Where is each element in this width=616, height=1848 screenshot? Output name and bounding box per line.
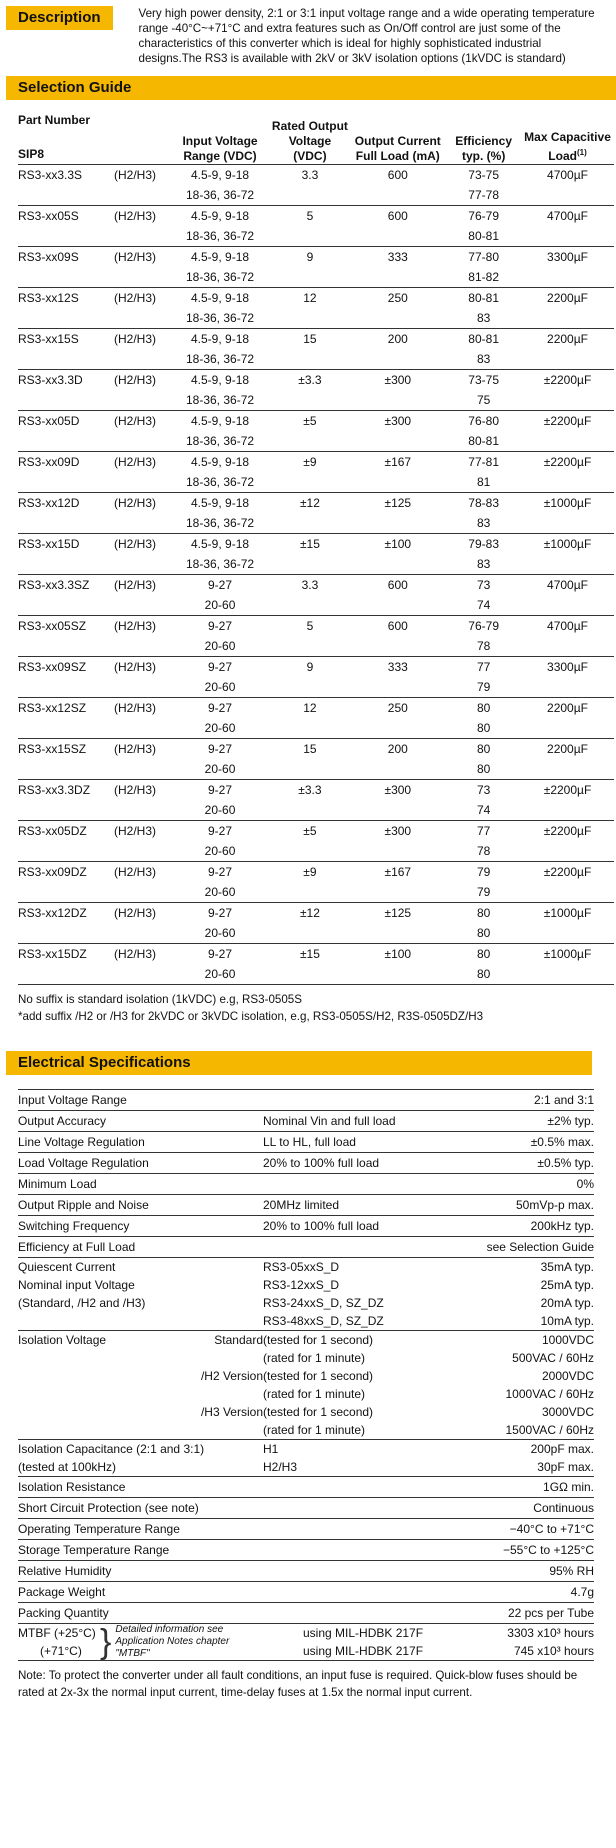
part-option: (H2/H3) — [114, 455, 157, 469]
rated-output-voltage: ±5 — [303, 824, 317, 838]
spec-name: Packing Quantity — [18, 1606, 109, 1620]
max-capacitive-load: 4700µF — [547, 209, 588, 223]
part-number: RS3-xx12S — [18, 291, 79, 305]
table-row — [18, 575, 614, 616]
efficiency-1: 80-81 — [468, 332, 499, 346]
max-capacitive-load: ±1000µF — [543, 537, 592, 551]
output-current: ±167 — [384, 865, 412, 879]
input-voltage-1: 4.5-9, 9-18 — [191, 291, 250, 305]
rated-output-voltage: 15 — [303, 742, 317, 756]
spec-value: ±0.5% typ. — [537, 1156, 594, 1170]
max-capacitive-load: 4700µF — [547, 619, 588, 633]
table-row — [18, 411, 614, 452]
max-capacitive-load: ±2200µF — [543, 455, 592, 469]
spec-row-isolation-voltage: Isolation Voltage Standard /H2 Version /H3 Version (tested for 1 second) (rated for 1 minute) (tested for 1 second) (rated for 1 minute) (tested for 1 second) (rated for 1 minute) 1000VDC 500VAC / 60Hz 2000VDC 1000VAC / 60Hz 3000VDC 1500VAC / 60Hz — [18, 1331, 594, 1440]
spec-condition — [263, 1519, 463, 1540]
efficiency-1: 76-79 — [468, 619, 499, 633]
max-capacitive-load: ±2200µF — [543, 783, 592, 797]
input-voltage-2: 20-60 — [204, 762, 236, 776]
output-current: ±300 — [384, 373, 412, 387]
rated-output-voltage: 3.3 — [301, 168, 319, 182]
part-number: RS3-xx15S — [18, 332, 79, 346]
part-number: RS3-xx05D — [18, 414, 80, 428]
input-voltage-1: 9-27 — [208, 701, 233, 715]
max-capacitive-load: 4700µF — [547, 578, 588, 592]
description-text: Very high power density, 2:1 or 3:1 input voltage range and a wide operating temperature range -40°C~+71°C and extra features such as On/Off control are just some of the characteristics of this converter which is ideal for highly sophisticated industrial designs.The RS3 is available with 2kV or 3kV isolation options (1kVDC is standard) — [138, 7, 595, 65]
table-row — [18, 329, 614, 370]
max-capacitive-load: 3300µF — [547, 250, 588, 264]
spec-value: 200kHz typ. — [530, 1219, 594, 1233]
spec-row — [18, 1582, 594, 1603]
max-capacitive-load: ±1000µF — [543, 906, 592, 920]
input-voltage-2: 18-36, 36-72 — [185, 557, 255, 571]
efficiency-1: 80 — [476, 701, 491, 715]
part-option: (H2/H3) — [114, 947, 157, 961]
rated-output-voltage: ±12 — [299, 906, 320, 920]
efficiency-1: 80 — [476, 906, 491, 920]
table-row — [18, 288, 614, 329]
efficiency-2: 81-82 — [468, 270, 499, 284]
spec-value: 4.7g — [570, 1585, 594, 1599]
input-voltage-2: 18-36, 36-72 — [185, 270, 255, 284]
max-capacitive-load: 2200µF — [547, 332, 588, 346]
part-option: (H2/H3) — [114, 373, 157, 387]
table-row — [18, 821, 614, 862]
part-option: (H2/H3) — [114, 414, 157, 428]
part-option: (H2/H3) — [114, 578, 157, 592]
table-row — [18, 862, 614, 903]
input-voltage-2: 20-60 — [204, 721, 236, 735]
output-current: ±167 — [384, 455, 412, 469]
part-number: RS3-xx15DZ — [18, 947, 87, 961]
input-voltage-1: 4.5-9, 9-18 — [191, 414, 250, 428]
spec-row — [18, 1237, 594, 1258]
efficiency-2: 79 — [476, 680, 491, 694]
efficiency-1: 77-81 — [468, 455, 499, 469]
part-number: RS3-xx3.3DZ — [18, 783, 91, 797]
max-capacitive-load: 2200µF — [547, 291, 588, 305]
part-number: RS3-xx09D — [18, 455, 80, 469]
spec-name: Relative Humidity — [18, 1564, 112, 1578]
efficiency-2: 83 — [476, 311, 491, 325]
input-voltage-2: 18-36, 36-72 — [185, 434, 255, 448]
spec-name: Storage Temperature Range — [18, 1543, 170, 1557]
rated-output-voltage: ±3.3 — [298, 373, 322, 387]
max-capacitive-load: ±2200µF — [543, 824, 592, 838]
part-option: (H2/H3) — [114, 209, 157, 223]
efficiency-2: 78 — [476, 639, 491, 653]
efficiency-2: 80-81 — [468, 229, 499, 243]
rated-output-voltage: 15 — [303, 332, 317, 346]
spec-condition — [263, 1237, 463, 1258]
table-row — [18, 616, 614, 657]
efficiency-2: 77-78 — [468, 188, 499, 202]
part-option: (H2/H3) — [114, 701, 157, 715]
input-voltage-1: 9-27 — [208, 865, 233, 879]
part-option: (H2/H3) — [114, 660, 157, 674]
spec-row-isolation-capacitance: Isolation Capacitance (2:1 and 3:1) (tested at 100kHz) H1 H2/H3 200pF max. 30pF max. — [18, 1440, 594, 1477]
spec-row — [18, 1540, 594, 1561]
efficiency-1: 79 — [476, 865, 491, 879]
spec-value: −40°C to +71°C — [509, 1522, 594, 1536]
spec-row — [18, 1519, 594, 1540]
spec-value: ±2% typ. — [547, 1114, 594, 1128]
table-row — [18, 165, 614, 206]
max-capacitive-load: 2200µF — [547, 742, 588, 756]
part-number: RS3-xx15D — [18, 537, 80, 551]
rated-output-voltage: ±5 — [303, 414, 317, 428]
selection-note-1: No suffix is standard isolation (1kVDC) e.g, RS3-0505S — [18, 993, 302, 1006]
table-row — [18, 206, 614, 247]
part-option: (H2/H3) — [114, 168, 157, 182]
part-option: (H2/H3) — [114, 824, 157, 838]
spec-row — [18, 1174, 594, 1195]
selection-guide-heading: Selection Guide — [6, 76, 616, 100]
part-number: RS3-xx12DZ — [18, 906, 87, 920]
output-current: 600 — [387, 168, 408, 182]
table-row — [18, 370, 614, 411]
efficiency-1: 73 — [476, 578, 491, 592]
header-max-cap-sup: (1) — [576, 148, 587, 157]
efficiency-2: 78 — [476, 844, 491, 858]
table-row — [18, 698, 614, 739]
part-number: RS3-xx15SZ — [18, 742, 87, 756]
spec-row-quiescent: Quiescent Current Nominal input Voltage (Standard, /H2 and /H3) RS3-05xxS_D RS3-12xxS_D RS3-24xxS_D, SZ_DZ RS3-48xxS_D, SZ_DZ 35mA typ. 25mA typ. 20mA typ. 10mA typ. — [18, 1258, 594, 1331]
part-option: (H2/H3) — [114, 906, 157, 920]
input-voltage-2: 20-60 — [204, 680, 236, 694]
spec-row — [18, 1153, 594, 1174]
part-option: (H2/H3) — [114, 619, 157, 633]
input-voltage-1: 4.5-9, 9-18 — [191, 496, 250, 510]
input-voltage-1: 4.5-9, 9-18 — [191, 537, 250, 551]
max-capacitive-load: ±2200µF — [543, 865, 592, 879]
rated-output-voltage: ±9 — [303, 455, 317, 469]
part-option: (H2/H3) — [114, 783, 157, 797]
spec-condition — [263, 1090, 463, 1111]
fuse-note: Note: To protect the converter under all fault conditions, an input fuse is required. Quick-blow fuses should be rated at 2x-3x the normal input current, time-delay fuses at 1.5x the normal input current. — [18, 1669, 578, 1699]
rated-output-voltage: ±15 — [299, 947, 320, 961]
rated-output-voltage: 5 — [306, 209, 314, 223]
efficiency-2: 80-81 — [468, 434, 499, 448]
spec-row — [18, 1090, 594, 1111]
input-voltage-1: 9-27 — [208, 660, 233, 674]
table-row — [18, 534, 614, 575]
spec-name: Minimum Load — [18, 1177, 97, 1191]
efficiency-2: 74 — [476, 598, 491, 612]
output-current: ±300 — [384, 414, 412, 428]
part-option: (H2/H3) — [114, 332, 157, 346]
output-current: 600 — [387, 619, 408, 633]
rated-output-voltage: ±12 — [299, 496, 320, 510]
spec-row — [18, 1216, 594, 1237]
output-current: 333 — [387, 250, 408, 264]
input-voltage-2: 20-60 — [204, 844, 236, 858]
rated-output-voltage: 3.3 — [301, 578, 319, 592]
part-number: RS3-xx3.3SZ — [18, 578, 90, 592]
input-voltage-1: 9-27 — [208, 619, 233, 633]
header-rated-output: Rated Output Voltage (VDC) — [271, 119, 348, 163]
spec-name: Input Voltage Range — [18, 1093, 127, 1107]
spec-condition: Nominal Vin and full load — [263, 1114, 396, 1128]
spec-condition — [263, 1540, 463, 1561]
spec-row-mtbf: MTBF (+25°C) (+71°C) } Detailed information see Application Notes chapter "MTBF" using MIL-HDBK 217F using MIL-HDBK 217F 3303 x10³ hours 745 x10³ hours — [18, 1623, 594, 1661]
efficiency-2: 74 — [476, 803, 491, 817]
selection-guide-header-row — [18, 110, 614, 165]
input-voltage-1: 4.5-9, 9-18 — [191, 209, 250, 223]
output-current: 600 — [387, 578, 408, 592]
spec-value: ±0.5% max. — [530, 1135, 594, 1149]
efficiency-2: 83 — [476, 352, 491, 366]
efficiency-2: 75 — [476, 393, 491, 407]
description-heading: Description — [6, 6, 113, 30]
max-capacitive-load: ±1000µF — [543, 496, 592, 510]
selection-guide-body — [18, 165, 614, 985]
spec-row — [18, 1132, 594, 1153]
part-number: RS3-xx09S — [18, 250, 79, 264]
part-option: (H2/H3) — [114, 291, 157, 305]
spec-condition: 20% to 100% full load — [263, 1156, 380, 1170]
input-voltage-2: 20-60 — [204, 598, 236, 612]
spec-condition — [263, 1477, 463, 1498]
description-section — [0, 0, 616, 66]
isolation-voltage-label: Isolation Voltage — [18, 1333, 107, 1347]
spec-value: 50mVp-p max. — [515, 1198, 594, 1212]
max-capacitive-load: 4700µF — [547, 168, 588, 182]
mtbf-25c: MTBF (+25°C) — [18, 1626, 96, 1640]
table-row — [18, 944, 614, 985]
input-voltage-2: 20-60 — [204, 639, 236, 653]
selection-guide-notes — [18, 991, 616, 1025]
efficiency-2: 80 — [476, 721, 491, 735]
efficiency-1: 73-75 — [468, 168, 499, 182]
spec-name: Load Voltage Regulation — [18, 1156, 149, 1170]
spec-row — [18, 1498, 594, 1519]
max-capacitive-load: ±2200µF — [543, 373, 592, 387]
rated-output-voltage: ±3.3 — [298, 783, 322, 797]
part-number: RS3-xx09SZ — [18, 660, 87, 674]
output-current: ±100 — [384, 537, 412, 551]
spec-value: see Selection Guide — [486, 1240, 594, 1254]
spec-name: Isolation Resistance — [18, 1480, 126, 1494]
spec-row — [18, 1111, 594, 1132]
header-max-cap: Max Capacitive Load — [524, 130, 611, 163]
rated-output-voltage: 9 — [306, 660, 314, 674]
table-row — [18, 739, 614, 780]
input-voltage-2: 18-36, 36-72 — [185, 393, 255, 407]
spec-condition: LL to HL, full load — [263, 1135, 356, 1149]
electrical-spec-table — [18, 1089, 594, 1661]
efficiency-1: 80 — [476, 742, 491, 756]
spec-value: 95% RH — [549, 1564, 594, 1578]
efficiency-2: 83 — [476, 516, 491, 530]
spec-name: Output Accuracy — [18, 1114, 107, 1128]
output-current: 200 — [387, 332, 408, 346]
table-row — [18, 493, 614, 534]
mtbf-note-2: Application Notes chapter "MTBF" — [115, 1636, 230, 1659]
efficiency-1: 73 — [476, 783, 491, 797]
header-part-number: Part Number — [18, 113, 91, 127]
mtbf-71c: (+71°C) — [40, 1644, 82, 1658]
efficiency-1: 77-80 — [468, 250, 499, 264]
output-current: 333 — [387, 660, 408, 674]
spec-value: Continuous — [533, 1501, 594, 1515]
rated-output-voltage: 12 — [303, 701, 317, 715]
efficiency-1: 79-83 — [468, 537, 499, 551]
spec-value: 1GΩ min. — [543, 1480, 594, 1494]
input-voltage-1: 9-27 — [208, 824, 233, 838]
selection-guide-table — [18, 110, 614, 985]
efficiency-2: 83 — [476, 557, 491, 571]
output-current: ±300 — [384, 824, 412, 838]
rated-output-voltage: 9 — [306, 250, 314, 264]
output-current: ±125 — [384, 906, 412, 920]
spec-value: 2:1 and 3:1 — [533, 1093, 594, 1107]
output-current: 250 — [387, 701, 408, 715]
header-efficiency: Efficiency typ. (%) — [455, 134, 512, 163]
spec-value: 22 pcs per Tube — [507, 1606, 594, 1620]
efficiency-2: 81 — [476, 475, 491, 489]
part-number: RS3-xx12SZ — [18, 701, 87, 715]
efficiency-2: 80 — [476, 967, 491, 981]
output-current: ±300 — [384, 783, 412, 797]
max-capacitive-load: 2200µF — [547, 701, 588, 715]
spec-name: Line Voltage Regulation — [18, 1135, 145, 1149]
input-voltage-2: 20-60 — [204, 885, 236, 899]
spec-condition — [263, 1174, 463, 1195]
table-row — [18, 780, 614, 821]
efficiency-1: 78-83 — [468, 496, 499, 510]
input-voltage-2: 18-36, 36-72 — [185, 475, 255, 489]
efficiency-2: 80 — [476, 762, 491, 776]
input-voltage-1: 4.5-9, 9-18 — [191, 250, 250, 264]
input-voltage-1: 9-27 — [208, 578, 233, 592]
spec-value: 0% — [576, 1177, 594, 1191]
rated-output-voltage: ±15 — [299, 537, 320, 551]
rated-output-voltage: 12 — [303, 291, 317, 305]
input-voltage-2: 20-60 — [204, 926, 236, 940]
efficiency-1: 80-81 — [468, 291, 499, 305]
input-voltage-2: 18-36, 36-72 — [185, 352, 255, 366]
electrical-spec-heading: Electrical Specifications — [6, 1051, 592, 1075]
part-option: (H2/H3) — [114, 537, 157, 551]
max-capacitive-load: ±2200µF — [543, 414, 592, 428]
spec-row — [18, 1603, 594, 1624]
spec-name: Operating Temperature Range — [18, 1522, 180, 1536]
selection-note-2: *add suffix /H2 or /H3 for 2kVDC or 3kVDC isolation, e.g, RS3-0505S/H2, R3S-0505DZ/H3 — [18, 1010, 484, 1023]
part-number: RS3-xx09DZ — [18, 865, 87, 879]
output-current: 600 — [387, 209, 408, 223]
spec-name: Short Circuit Protection (see note) — [18, 1501, 199, 1515]
efficiency-2: 79 — [476, 885, 491, 899]
header-sip8: SIP8 — [18, 147, 45, 161]
input-voltage-1: 9-27 — [208, 742, 233, 756]
input-voltage-1: 9-27 — [208, 906, 233, 920]
part-number: RS3-xx3.3D — [18, 373, 83, 387]
table-row — [18, 247, 614, 288]
part-number: RS3-xx05DZ — [18, 824, 87, 838]
spec-name: Output Ripple and Noise — [18, 1198, 149, 1212]
spec-condition — [263, 1561, 463, 1582]
output-current: 200 — [387, 742, 408, 756]
spec-name: Efficiency at Full Load — [18, 1240, 136, 1254]
table-row — [18, 452, 614, 493]
rated-output-voltage: 5 — [306, 619, 314, 633]
spec-condition — [263, 1498, 463, 1519]
input-voltage-2: 18-36, 36-72 — [185, 516, 255, 530]
spec-row — [18, 1195, 594, 1216]
part-option: (H2/H3) — [114, 865, 157, 879]
input-voltage-2: 20-60 — [204, 967, 236, 981]
spec-condition — [263, 1603, 463, 1624]
rated-output-voltage: ±9 — [303, 865, 317, 879]
max-capacitive-load: 3300µF — [547, 660, 588, 674]
spec-row — [18, 1477, 594, 1498]
part-option: (H2/H3) — [114, 250, 157, 264]
part-number: RS3-xx12D — [18, 496, 80, 510]
output-current: ±100 — [384, 947, 412, 961]
spec-name: Package Weight — [18, 1585, 106, 1599]
output-current: 250 — [387, 291, 408, 305]
input-voltage-1: 4.5-9, 9-18 — [191, 168, 250, 182]
input-voltage-2: 18-36, 36-72 — [185, 311, 255, 325]
table-row — [18, 657, 614, 698]
input-voltage-1: 9-27 — [208, 783, 233, 797]
efficiency-1: 80 — [476, 947, 491, 961]
input-voltage-1: 4.5-9, 9-18 — [191, 373, 250, 387]
input-voltage-2: 20-60 — [204, 803, 236, 817]
part-number: RS3-xx05SZ — [18, 619, 87, 633]
efficiency-1: 77 — [476, 660, 491, 674]
input-voltage-2: 18-36, 36-72 — [185, 229, 255, 243]
spec-condition: 20% to 100% full load — [263, 1219, 380, 1233]
spec-condition: 20MHz limited — [263, 1198, 340, 1212]
spec-row — [18, 1561, 594, 1582]
spec-name: Switching Frequency — [18, 1219, 130, 1233]
input-voltage-1: 4.5-9, 9-18 — [191, 455, 250, 469]
spec-value: −55°C to +125°C — [503, 1543, 594, 1557]
input-voltage-2: 18-36, 36-72 — [185, 188, 255, 202]
max-capacitive-load: ±1000µF — [543, 947, 592, 961]
brace-icon: } — [100, 1623, 112, 1661]
efficiency-2: 80 — [476, 926, 491, 940]
input-voltage-1: 9-27 — [208, 947, 233, 961]
efficiency-1: 73-75 — [468, 373, 499, 387]
input-voltage-1: 4.5-9, 9-18 — [191, 332, 250, 346]
header-output-current: Output Current Full Load (mA) — [354, 134, 441, 163]
efficiency-1: 76-79 — [468, 209, 499, 223]
spec-condition — [263, 1582, 463, 1603]
mtbf-note-1: Detailed information see — [115, 1624, 224, 1635]
part-option: (H2/H3) — [114, 496, 157, 510]
part-number: RS3-xx3.3S — [18, 168, 83, 182]
table-row — [18, 903, 614, 944]
efficiency-1: 76-80 — [468, 414, 499, 428]
output-current: ±125 — [384, 496, 412, 510]
part-number: RS3-xx05S — [18, 209, 79, 223]
efficiency-1: 77 — [476, 824, 491, 838]
header-input-voltage: Input Voltage Range (VDC) — [182, 134, 258, 163]
part-option: (H2/H3) — [114, 742, 157, 756]
